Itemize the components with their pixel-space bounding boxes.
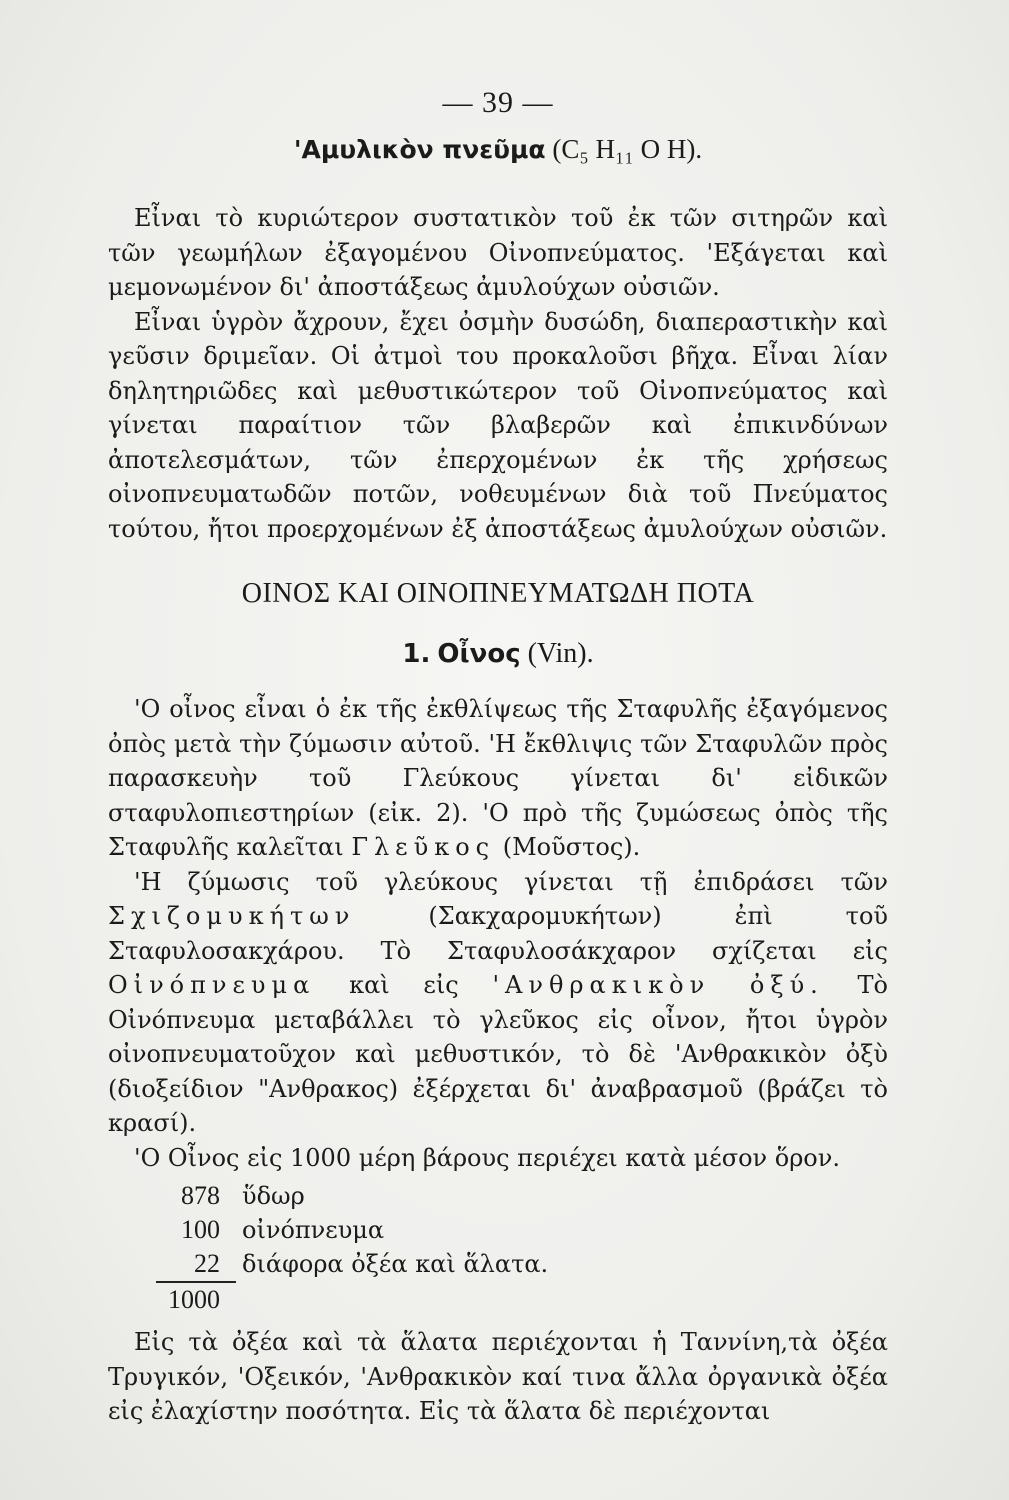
paragraph-2: Εἶναι ὑγρὸν ἄχρουν, ἔχει ὀσμὴν δυσώδη, διαπεραστικὴν καὶ γεῦσιν δριμεῖαν. Οἱ ἀτμοὶ του προκαλοῦσι βῆχα. Εἶναι λίαν δηλητηριῶδες καὶ μεθυστικώτερον τοῦ Οἰνοπνεύματος καὶ γίνεται παραίτιον τῶν βλαβερῶν καὶ ἐπικινδύνων ἀποτελεσμάτων, τῶν ἐπερχομένων ἐκ τῆς χρήσεως οἰνοπνευματωδῶν ποτῶν, νοθευμένων διὰ τοῦ Πνεύματος τούτου, ἤτοι προερχομένων ἐξ ἀποστάξεως ἀμυλούχων οὐσιῶν.: [108, 307, 888, 543]
section-title: ΟΙΝΟΣ ΚΑΙ ΟΙΝΟΠΝΕΥΜΑΤΩΔΗ ΠΟΤΑ: [241, 578, 755, 609]
paragraph-4-a: 'Η ζύμωσις τοῦ γλεύκους γίνεται τῇ ἐπιδράσει τῶν: [134, 867, 888, 896]
paragraph-3-tail: (Μοῦστος).: [502, 833, 641, 861]
subheading-number: 1.: [402, 639, 431, 669]
paragraph-4-c: καὶ εἰς: [349, 971, 459, 999]
composition-row: [156, 1247, 888, 1281]
composition-total: 1000: [168, 1285, 220, 1314]
heading-amyl-name: 'Αμυλικὸν πνεῦμα: [293, 135, 546, 164]
term-schizomycetes: Σχιζομυκήτων: [108, 902, 356, 930]
term-gleukos: Γλεῦκος: [351, 833, 496, 861]
composition-amount: 878: [181, 1181, 220, 1210]
term-alcohol: Οἰνόπνευμα: [108, 971, 316, 999]
heading-amyl-alcohol: [108, 134, 888, 165]
composition-row: [156, 1179, 888, 1213]
paragraph-5: 'Ο Οἶνος εἰς 1000 μέρη βάρους περιέχει κατὰ μέσον ὅρον.: [134, 1143, 840, 1172]
term-carbonic-acid: 'Ανθρακικὸν ὀξύ.: [492, 971, 824, 999]
paragraph-4-d: Τὸ Οἰνόπνευμα μεταβάλλει τὸ γλεῦκος εἰς οἶνον, ἤτοι ὑγρὸν οἰνοπνευματοῦχον καὶ μεθυστικόν, τὸ δὲ 'Ανθρακικὸν ὀξὺ (διοξείδιον "Ανθρακος) ἐξέρχεται δι' ἀναβρασμοῦ (βράζει τὸ κρασί).: [108, 971, 888, 1137]
subheading-french: (Vin).: [527, 638, 594, 669]
paragraph-3-text: 'Ο οἶνος εἶναι ὁ ἐκ τῆς ἐκθλίψεως τῆς Σταφυλῆς ἐξαγόμενος ὀπὸς μετὰ τὴν ζύμωσιν αὐτοῦ. 'Η ἔκθλιψις τῶν Σταφυλῶν πρὸς παρασκευὴν τοῦ Γλεύκους γίνεται δι' εἰδικῶν σταφυλοπιεστηρίων (εἰκ. 2). 'Ο πρὸ τῆς ζυμώσεως ὀπὸς τῆς Σταφυλῆς καλεῖται: [108, 695, 888, 861]
composition-item: διάφορα ὀξέα καὶ ἅλατα.: [242, 1250, 549, 1278]
paragraph-3: [108, 692, 888, 865]
composition-row: [156, 1213, 888, 1247]
subheading-name: Οἶνος: [437, 639, 521, 669]
subheading-wine: [108, 638, 888, 670]
composition-item: ὕδωρ: [242, 1182, 305, 1210]
composition-item: οἰνόπνευμα: [242, 1216, 385, 1244]
composition-amount: 100: [181, 1215, 220, 1244]
paragraph-4: [108, 865, 888, 1141]
composition-table: [156, 1179, 888, 1317]
paragraph-1: Εἶναι τὸ κυριώτερον συστατικὸν τοῦ ἐκ τῶν σιτηρῶν καὶ τῶν γεωμήλων ἐξαγομένου Οἰνοπνεύματος. 'Εξάγεται καὶ μεμονωμένον δι' ἀποστάξεως ἀμυλούχων οὐσιῶν.: [108, 204, 888, 301]
text-column: [108, 86, 888, 1429]
composition-amount: 22: [194, 1249, 220, 1278]
paragraph-6: Εἰς τὰ ὀξέα καὶ τὰ ἅλατα περιέχονται ἡ Ταννίνη,τὰ ὀξέα Τρυγικόν, 'Οξεικόν, 'Ανθρακικὸν καί τινα ἄλλα ὀργανικὰ ὀξέα εἰς ἐλαχίστην ποσότητα. Εἰς τὰ ἅλατα δὲ περιέχονται: [108, 1328, 888, 1425]
page-number: — 39 —: [442, 86, 554, 119]
heading-amyl-formula: (C₅ H₁₁ O H).: [552, 134, 703, 164]
paragraph-4-b: (Σακχαρομυκήτων) ἐπὶ τοῦ Σταφυλοσακχάρου. Τὸ Σταφυλοσάκχαρον σχίζεται εἰς: [108, 902, 888, 965]
